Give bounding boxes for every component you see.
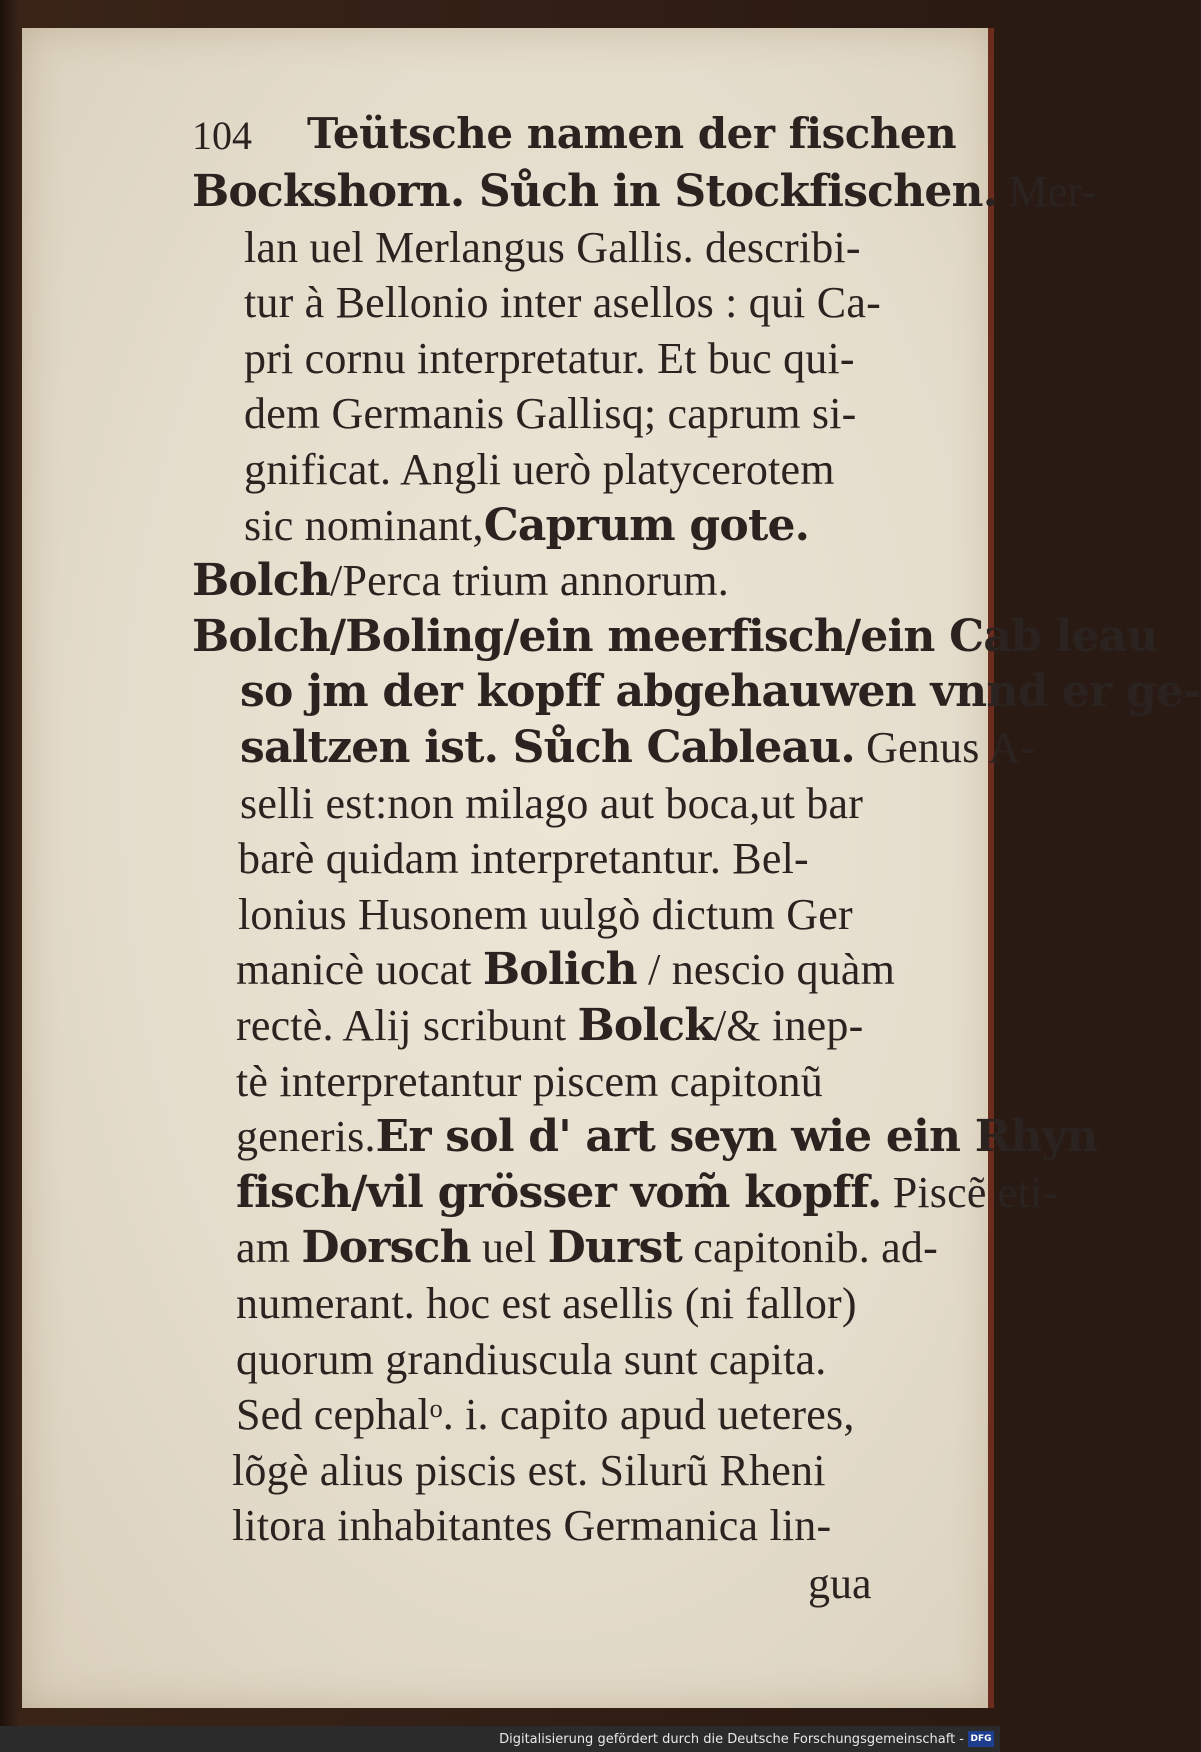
latin-text: lõgè alius piscis est. Silurũ Rheni [232, 1445, 826, 1495]
text-line [244, 333, 855, 385]
footer-credit: Digitalisierung gefördert durch die Deutsche Forschungsgemeinschaft - [499, 1732, 964, 1747]
latin-text: Sed cephalᵒ. i. capito apud ueteres, [236, 1390, 855, 1440]
text-line [232, 1445, 826, 1497]
blackletter-text: Bolch/Boling/ein meerfisch/ein Cab leau [192, 610, 1158, 662]
blackletter-text: fisch/vil grösser vom̃ kopff. [236, 1166, 882, 1218]
page-text [22, 28, 1201, 1708]
text-line [244, 222, 861, 274]
blackletter-text: Bolck [577, 1000, 714, 1051]
text-line [236, 1111, 1098, 1163]
latin-text: rectè. Alij scribunt [236, 1001, 578, 1050]
catchword: gua [808, 1559, 872, 1608]
text-line [192, 166, 1096, 218]
text-line [240, 722, 1035, 774]
text-line [244, 500, 809, 552]
latin-text: capitonib. ad- [682, 1223, 938, 1273]
latin-text: manicè uocat [236, 945, 483, 995]
latin-text: sic nominant, [244, 500, 484, 550]
blackletter-text: Durst [547, 1222, 683, 1274]
running-head: Teütsche namen der fischen [307, 109, 957, 158]
latin-text: /Perca trium annorum. [330, 556, 729, 606]
latin-text: dem Germanis Gallisq; caprum si- [244, 389, 857, 439]
dfg-logo: DFG [968, 1731, 994, 1747]
latin-text: am [236, 1223, 302, 1273]
text-line [192, 555, 729, 607]
latin-text: numerant. hoc est asellis (ni fallor) [236, 1279, 857, 1328]
latin-text: quorum grandiuscula sunt capita. [236, 1334, 827, 1384]
text-line [240, 666, 1201, 718]
book-page [22, 28, 1201, 1708]
blackletter-text: Dorsch [301, 1222, 471, 1274]
latin-text: /& inep- [713, 1001, 864, 1050]
text-line [240, 778, 863, 830]
blackletter-text: Bolch [192, 555, 331, 607]
text-line [244, 444, 835, 496]
text-line [236, 1278, 857, 1330]
latin-text: uel [470, 1223, 548, 1273]
text-line [192, 611, 1158, 663]
latin-text: / nescio quàm [636, 945, 896, 995]
text-line [238, 833, 809, 885]
text-line [244, 388, 856, 440]
latin-text: lan uel Merlangus Gallis. describi- [244, 222, 861, 272]
text-line [236, 1000, 863, 1052]
blackletter-text: saltzen ist. Sůch Cableau. [240, 722, 855, 773]
footer-bar [0, 1726, 1000, 1752]
latin-text: Genus A- [854, 723, 1036, 772]
text-line [236, 1167, 1057, 1219]
text-line [238, 889, 853, 941]
page-number: 104 [192, 113, 252, 158]
text-line [236, 1389, 855, 1441]
text-line [236, 1334, 826, 1386]
blackletter-text: Er sol d' art seyn wie ein Rhyn [375, 1111, 1098, 1163]
latin-text: gnificat. Angli uerò platycerotem [244, 445, 835, 494]
latin-text: tè interpretantur piscem capitonũ [236, 1056, 823, 1106]
latin-text: Mer- [997, 167, 1097, 216]
latin-text: selli est:non milago aut boca,ut bar [240, 778, 864, 828]
blackletter-text: Bolich [482, 944, 637, 996]
blackletter-text: Bockshorn. Sůch in Stockfischen. [192, 166, 998, 217]
latin-text: pri cornu interpretatur. Et buc qui- [244, 333, 855, 383]
blackletter-text: so jm der kopff abgehauwen vnnd er ge- [240, 666, 1201, 718]
text-line [232, 1500, 831, 1552]
latin-text: litora inhabitantes Germanica lin- [232, 1501, 832, 1551]
text-line [236, 944, 895, 996]
latin-text: Piscẽ eti- [881, 1167, 1058, 1217]
latin-text: barè quidam interpretantur. Bel- [238, 834, 809, 884]
blackletter-text: Caprum gote. [483, 499, 810, 551]
latin-text: lonius Husonem uulgò dictum Ger [238, 889, 853, 939]
latin-text: generis. [236, 1112, 376, 1162]
text-line [236, 1056, 823, 1108]
text-line [244, 277, 881, 329]
text-line [236, 1222, 938, 1274]
latin-text: tur à Bellonio inter asellos : qui Ca- [244, 278, 881, 328]
